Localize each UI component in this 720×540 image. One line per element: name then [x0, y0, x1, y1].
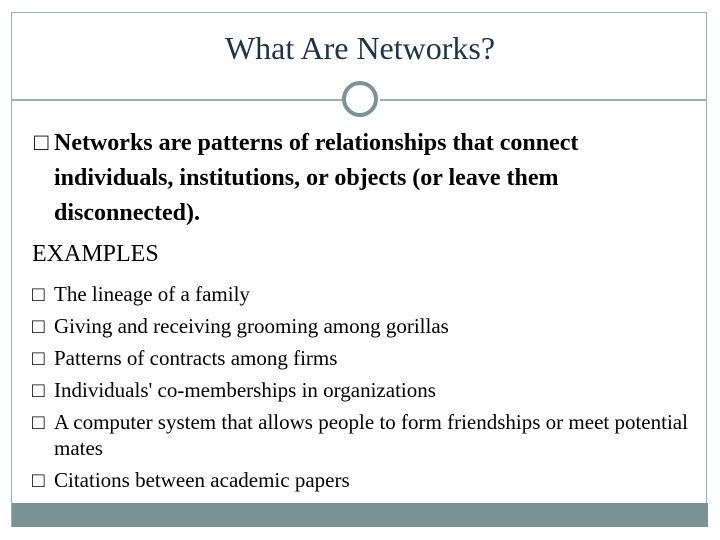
example-text: A computer system that allows people to form friendships or meet potential mates — [54, 410, 688, 460]
examples-list — [32, 279, 712, 497]
square-bullet-icon — [34, 126, 49, 161]
title-divider-right — [380, 99, 707, 101]
example-item — [32, 343, 712, 371]
square-bullet-icon — [32, 279, 45, 309]
square-bullet-icon — [32, 407, 45, 437]
example-text: Individuals' co-memberships in organizations — [54, 378, 436, 402]
example-text: Patterns of contracts among firms — [54, 346, 338, 370]
example-item — [32, 407, 712, 461]
square-bullet-icon — [32, 343, 45, 373]
examples-heading: EXAMPLES — [32, 241, 159, 267]
title-divider-left — [12, 99, 342, 101]
example-item — [32, 279, 712, 307]
example-text: The lineage of a family — [54, 282, 250, 306]
square-bullet-icon — [32, 311, 45, 341]
divider-ring-icon — [342, 81, 378, 117]
footer-bar — [12, 503, 708, 527]
square-bullet-icon — [32, 375, 45, 405]
example-item — [32, 375, 712, 403]
main-bullet — [34, 126, 684, 231]
example-text: Citations between academic papers — [54, 468, 350, 492]
square-bullet-icon — [32, 465, 45, 495]
example-item — [32, 465, 712, 493]
main-bullet-text: Networks are patterns of relationships that connect individuals, institutions, or objects (or leave them disconnected). — [54, 130, 579, 226]
example-text: Giving and receiving grooming among gorillas — [54, 314, 449, 338]
example-item — [32, 311, 712, 339]
slide-title: What Are Networks? — [224, 30, 496, 66]
